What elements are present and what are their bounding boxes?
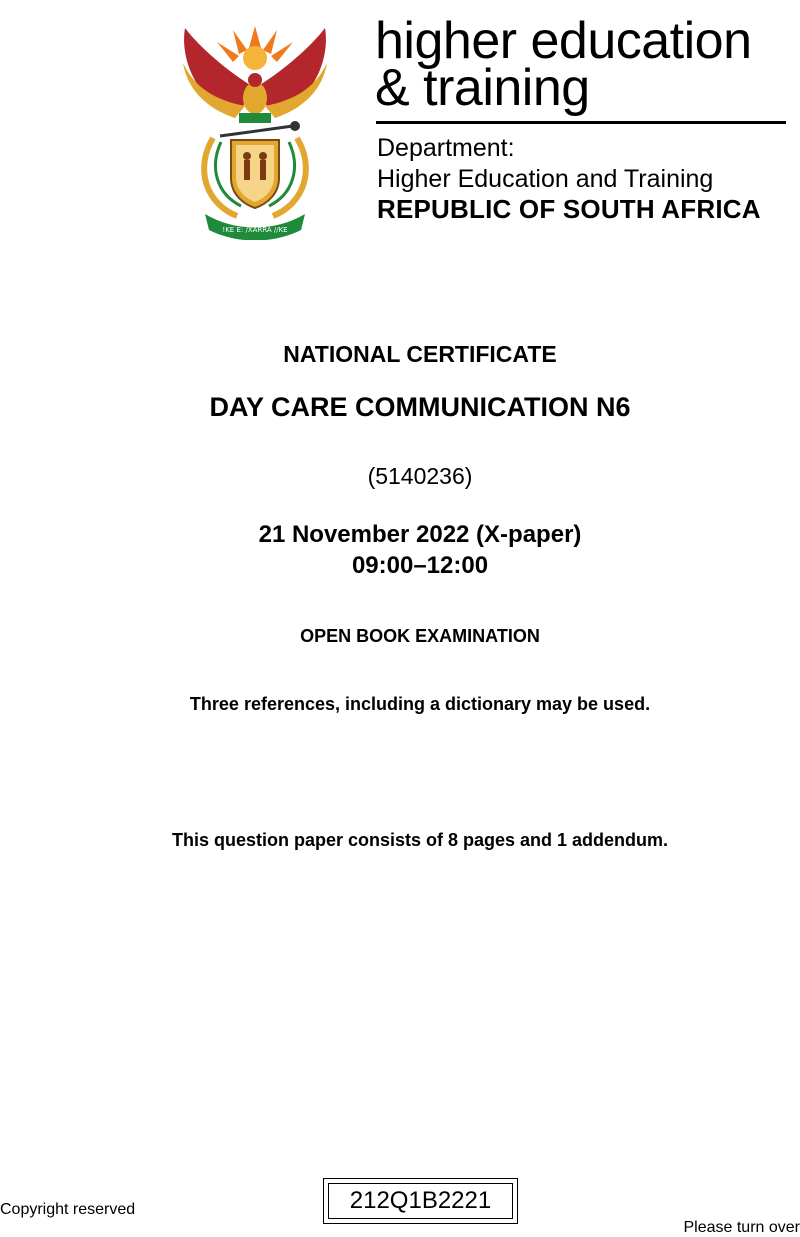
paper-code: 212Q1B2221 [328, 1183, 513, 1219]
coat-of-arms [175, 18, 335, 240]
exam-type: OPEN BOOK EXAMINATION [300, 626, 540, 646]
crest-motto: !KE E: /XARRA //KE [222, 226, 288, 234]
copyright-notice: Copyright reserved [0, 1201, 136, 1218]
brand-line-1: higher education [375, 12, 752, 70]
paper-code-box [323, 1178, 518, 1224]
department-name: Higher Education and Training [377, 165, 714, 193]
references-note: Three references, including a dictionary may be used. [189, 694, 651, 714]
page-count-note: This question paper consists of 8 pages and 1 addendum. [171, 830, 669, 850]
subject-code: (5140236) [367, 463, 473, 489]
coat-of-arms-icon [175, 18, 335, 240]
department-label: Department: [377, 134, 515, 162]
country-name: REPUBLIC OF SOUTH AFRICA [377, 194, 761, 224]
exam-time: 09:00–12:00 [351, 552, 489, 579]
brand-line-2: & training [375, 59, 590, 117]
exam-date: 21 November 2022 (X-paper) [258, 521, 582, 548]
subject-title: DAY CARE COMMUNICATION N6 [209, 392, 631, 422]
turn-over-note: Please turn over [683, 1219, 800, 1236]
certificate-title: NATIONAL CERTIFICATE [283, 341, 557, 367]
header-divider [376, 121, 786, 124]
